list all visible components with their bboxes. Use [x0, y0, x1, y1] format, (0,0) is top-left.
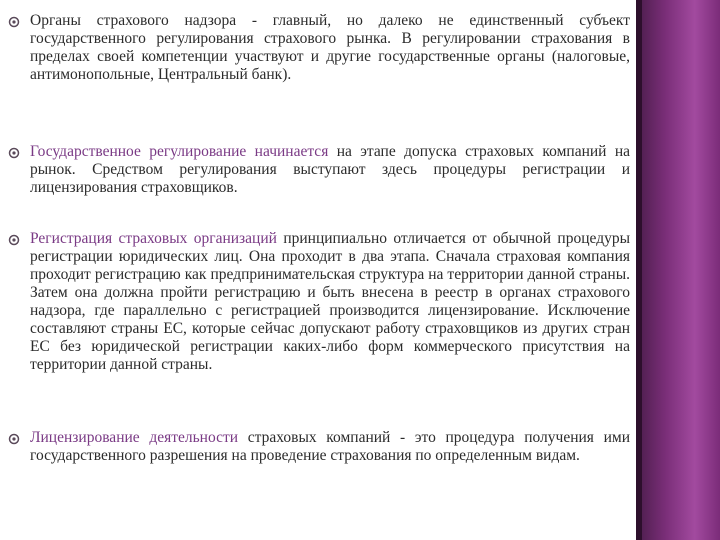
bullet-body: принципиально отличается от обычной процедуры регистрации юридических лиц. Она проходит в два этапа. Сначала страховая компания проходит регистрацию как предпринимательская структура на территории данной страны. Затем она должна пройти регистрацию и быть внесена в реестр в органах страхового надзора, где параллельно с регистрацией производится лицензирование. Исключение составляют страны ЕС, которые сейчас допускают работу страховщиков из других стран ЕС без юридической регистрации каких-либо форм коммерческого присутствия на территории данной страны.: [30, 230, 631, 373]
bullet-body: на этапе допуска страховых компаний на рынок. Средством регулирования выступают здесь процедуры регистрации и лицензирования страховщиков.: [30, 143, 631, 196]
bullet-text: [30, 143, 630, 197]
bullet-text: [30, 429, 630, 465]
bullet-text: [30, 12, 630, 84]
bullet-text: [30, 230, 630, 374]
bullet-highlight: Лицензирование деятельности: [30, 429, 239, 446]
ring-bullet-icon: [8, 433, 20, 445]
ring-bullet-icon: [8, 234, 20, 246]
bullet-body: Органы страхового надзора - главный, но далеко не единственный субъект государственного регулирования страхового рынка. В регулировании страхования в пределах своей компетенции участвуют и другие государственные органы (налоговые, антимонопольные, Центральный банк).: [30, 12, 630, 83]
bullet-body: страховых компаний - это процедура получения ими государственного разрешения на проведение страхования по определенным видам.: [30, 429, 631, 464]
ring-bullet-icon: [8, 147, 20, 159]
ring-bullet-icon: [8, 16, 20, 28]
bullet-highlight: Государственное регулирование начинается: [30, 143, 329, 160]
bullet-highlight: Регистрация страховых организаций: [30, 230, 277, 247]
decorative-side-panel: [636, 0, 720, 540]
